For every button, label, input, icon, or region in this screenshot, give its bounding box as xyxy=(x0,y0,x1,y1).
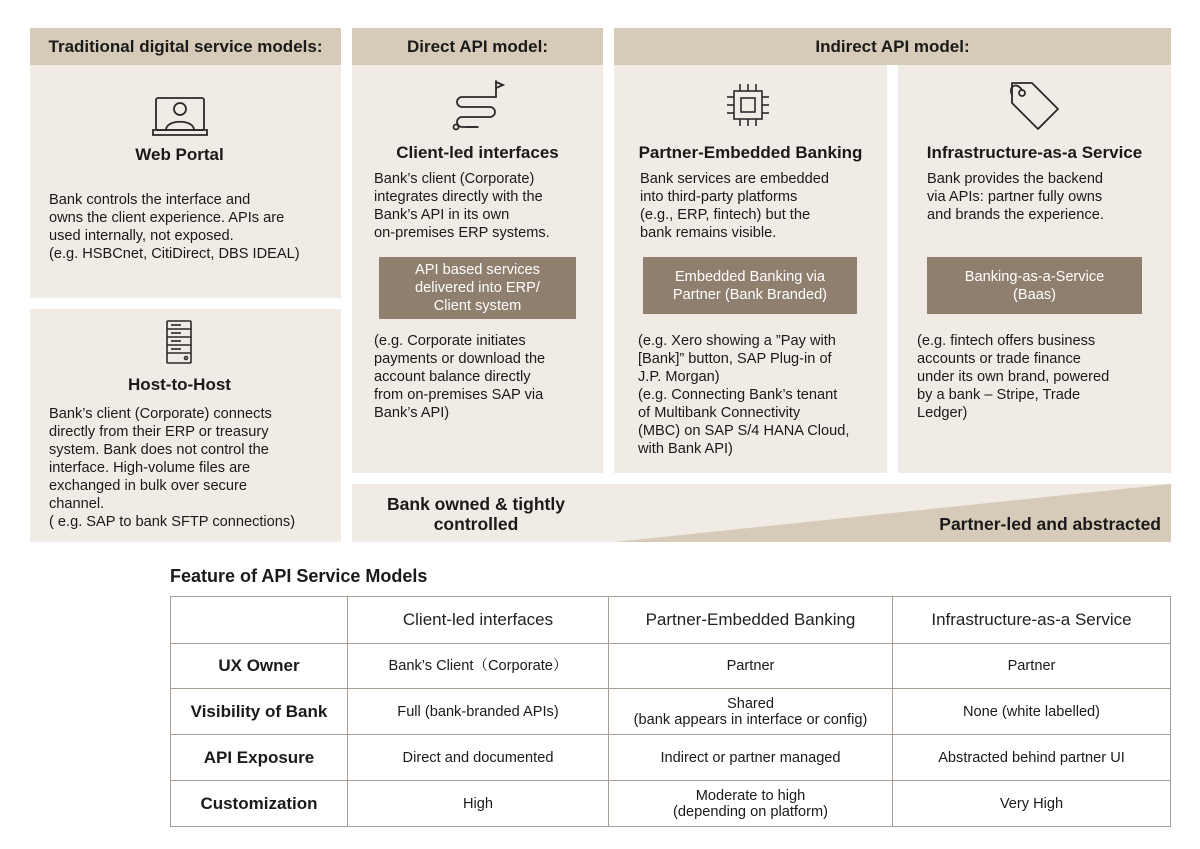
table-row xyxy=(171,644,1171,689)
table-cell: High xyxy=(348,781,609,827)
table-cell: Bank’s Client（Corporate） xyxy=(348,644,609,689)
row-header: Visibility of Bank xyxy=(171,689,348,735)
header-indirect: Indirect API model: xyxy=(614,28,1171,65)
infrastructure-service-box: Banking-as-a-Service (Baas) xyxy=(927,257,1142,314)
web-portal-title: Web Portal xyxy=(135,145,224,164)
row-header: API Exposure xyxy=(171,735,348,781)
table-row xyxy=(171,781,1171,827)
control-spectrum-band xyxy=(352,484,1171,542)
host-to-host-description: Bank’s client (Corporate) connects directly from their ERP or treasury system. Bank does not control the interface. High-volume files are exchanged in bulk over secure channel. ( e.g. SAP to bank SFTP connections) xyxy=(49,406,296,530)
table-cell: Very High xyxy=(893,781,1171,827)
feature-table-title: Feature of API Service Models xyxy=(170,566,428,586)
row-header: Customization xyxy=(171,781,348,827)
host-to-host-panel xyxy=(30,309,341,542)
table-cell: Direct and documented xyxy=(348,735,609,781)
host-to-host-title: Host-to-Host xyxy=(128,375,231,394)
header-empty-cell xyxy=(171,597,348,644)
spectrum-right-label: Partner-led and abstracted xyxy=(939,514,1161,534)
table-cell: Full (bank-branded APIs) xyxy=(348,689,609,735)
table-row xyxy=(171,689,1171,735)
table-cell: Shared (bank appears in interface or config) xyxy=(609,689,893,735)
table-cell: Partner xyxy=(893,644,1171,689)
table-cell: None (white labelled) xyxy=(893,689,1171,735)
spectrum-left-label: Bank owned & tightly controlled xyxy=(387,494,565,534)
header-direct: Direct API model: xyxy=(352,28,603,65)
column-header: Infrastructure-as-a Service xyxy=(893,597,1171,644)
user-at-desk-icon xyxy=(152,95,208,139)
column-header: Partner-Embedded Banking xyxy=(609,597,893,644)
client-led-service-box: API based services delivered into ERP/ Client system xyxy=(379,257,576,319)
infrastructure-panel xyxy=(898,65,1171,473)
partner-embedded-title: Partner-Embedded Banking xyxy=(638,143,863,162)
client-led-panel xyxy=(352,65,603,473)
client-led-example: (e.g. Corporate initiates payments or download the account balance directly from on-premises SAP via Bank’s API) xyxy=(374,333,546,421)
infrastructure-example: (e.g. fintech offers business accounts or trade finance under its own brand, powered by a bank – Stripe, Trade Ledger) xyxy=(917,333,1110,421)
header-traditional: Traditional digital service models: xyxy=(30,28,341,65)
partner-embedded-service-box: Embedded Banking via Partner (Bank Branded) xyxy=(643,257,857,314)
feature-table xyxy=(170,596,1171,827)
feature-table-header-row xyxy=(171,597,1171,644)
web-portal-panel xyxy=(30,65,341,298)
table-cell: Abstracted behind partner UI xyxy=(893,735,1171,781)
table-cell: Partner xyxy=(609,644,893,689)
table-row xyxy=(171,735,1171,781)
partner-embedded-description: Bank services are embedded into third-party platforms (e.g., ERP, fintech) but the bank remains visible. xyxy=(640,171,830,241)
infrastructure-description: Bank provides the backend via APIs: partner fully owns and brands the experience. xyxy=(927,171,1104,223)
partner-embedded-example: (e.g. Xero showing a ”Pay with [Bank]” button, SAP Plug-in of J.P. Morgan) (e.g. Connecting Bank’s tenant of Multibank Connectivity (MBC) on SAP S/4 HANA Cloud, with Bank API) xyxy=(638,333,850,457)
price-tag-icon xyxy=(1006,79,1062,135)
client-led-title: Client-led interfaces xyxy=(396,143,559,162)
chip-icon xyxy=(724,81,772,129)
table-cell: Indirect or partner managed xyxy=(609,735,893,781)
client-led-description: Bank’s client (Corporate) integrates directly with the Bank’s API in its own on-premises ERP systems. xyxy=(374,171,550,241)
row-header: UX Owner xyxy=(171,644,348,689)
route-flag-icon xyxy=(450,79,506,133)
table-cell: Moderate to high (depending on platform) xyxy=(609,781,893,827)
infrastructure-title: Infrastructure-as-a Service xyxy=(926,143,1143,162)
server-rack-icon xyxy=(165,319,193,365)
web-portal-description: Bank controls the interface and owns the client experience. APIs are used internally, not exposed. (e.g. HSBCnet, CitiDirect, DBS IDEAL) xyxy=(49,192,300,262)
column-header: Client-led interfaces xyxy=(348,597,609,644)
partner-embedded-panel xyxy=(614,65,887,473)
